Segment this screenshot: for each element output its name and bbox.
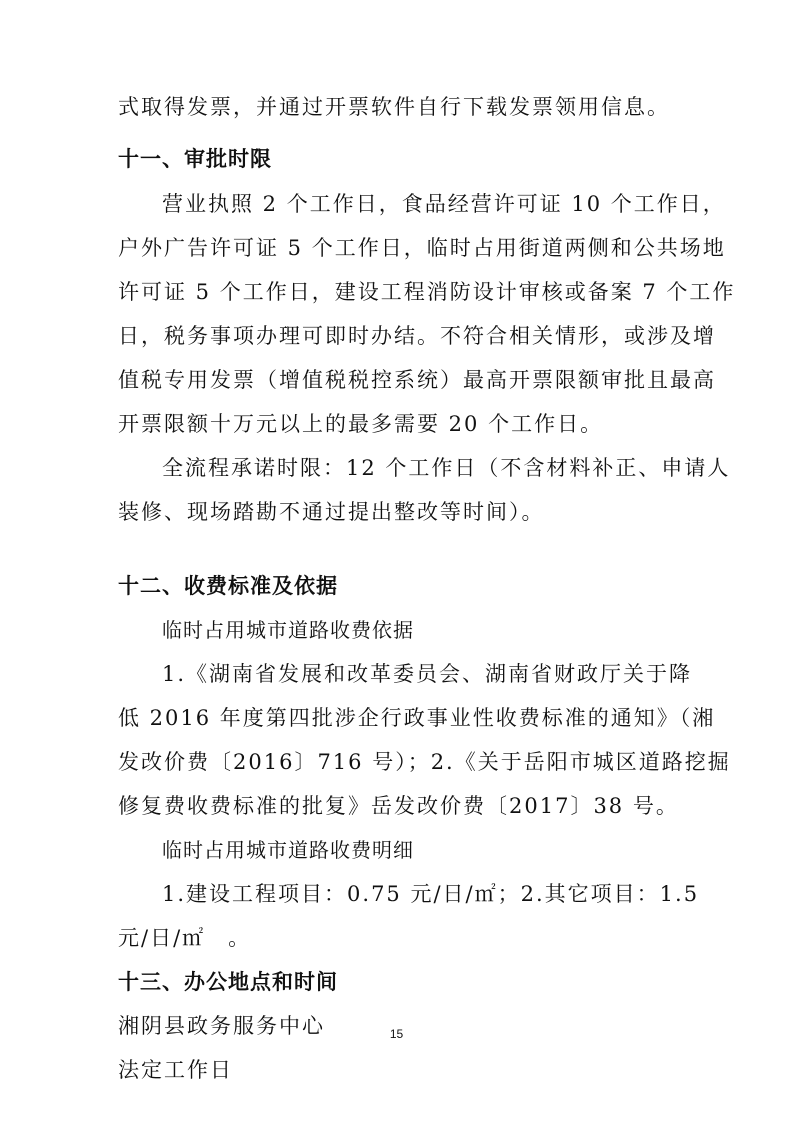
subheading-details: 临时占用城市道路收费明细 [162, 838, 414, 862]
section-13-heading: 十三、办公地点和时间 [118, 970, 338, 994]
office-place: 湘阴县政务服务中心 [118, 1014, 325, 1038]
paragraph-line: 开票限额十万元以上的最多需要 20 个工作日。 [118, 412, 604, 436]
paragraph-line: 营业执照 2 个工作日，食品经营许可证 10 个工作日， [162, 192, 726, 216]
paragraph-line: 许可证 5 个工作日，建设工程消防设计审核或备案 7 个工作 [118, 280, 736, 304]
basis-line: 发改价费〔2016〕716 号）；2.《关于岳阳市城区道路挖掘 [118, 750, 731, 774]
basis-line: 修复费收费标准的批复》岳发改价费〔2017〕38 号。 [118, 794, 679, 818]
intro-line: 式取得发票，并通过开票软件自行下载发票领用信息。 [118, 95, 670, 119]
office-time: 法定工作日 [118, 1058, 233, 1082]
paragraph-line: 装修、现场踏勘不通过提出整改等时间）。 [118, 500, 545, 524]
subheading-basis: 临时占用城市道路收费依据 [162, 618, 414, 642]
basis-line: 1.《湖南省发展和改革委员会、湖南省财政厅关于降 [162, 662, 693, 686]
paragraph-line: 户外广告许可证 5 个工作日，临时占用街道两侧和公共场地 [118, 236, 726, 260]
page-number: 15 [389, 1027, 404, 1041]
paragraph-line: 日，税务事项办理可即时办结。不符合相关情形，或涉及增 [118, 324, 716, 348]
section-11-heading: 十一、审批时限 [118, 147, 272, 171]
basis-line: 低 2016 年度第四批涉企行政事业性收费标准的通知》（湘 [118, 706, 716, 730]
paragraph-line: 值税专用发票（增值税税控系统）最高开票限额审批且最高 [118, 368, 716, 392]
detail-line: 元/日/㎡ 。 [118, 926, 252, 950]
detail-line: 1.建设工程项目：0.75 元/日/㎡；2.其它项目：1.5 [162, 882, 700, 906]
section-12-heading: 十二、收费标准及依据 [118, 574, 338, 598]
paragraph-line: 全流程承诺时限：12 个工作日（不含材料补正、申请人 [162, 456, 731, 480]
